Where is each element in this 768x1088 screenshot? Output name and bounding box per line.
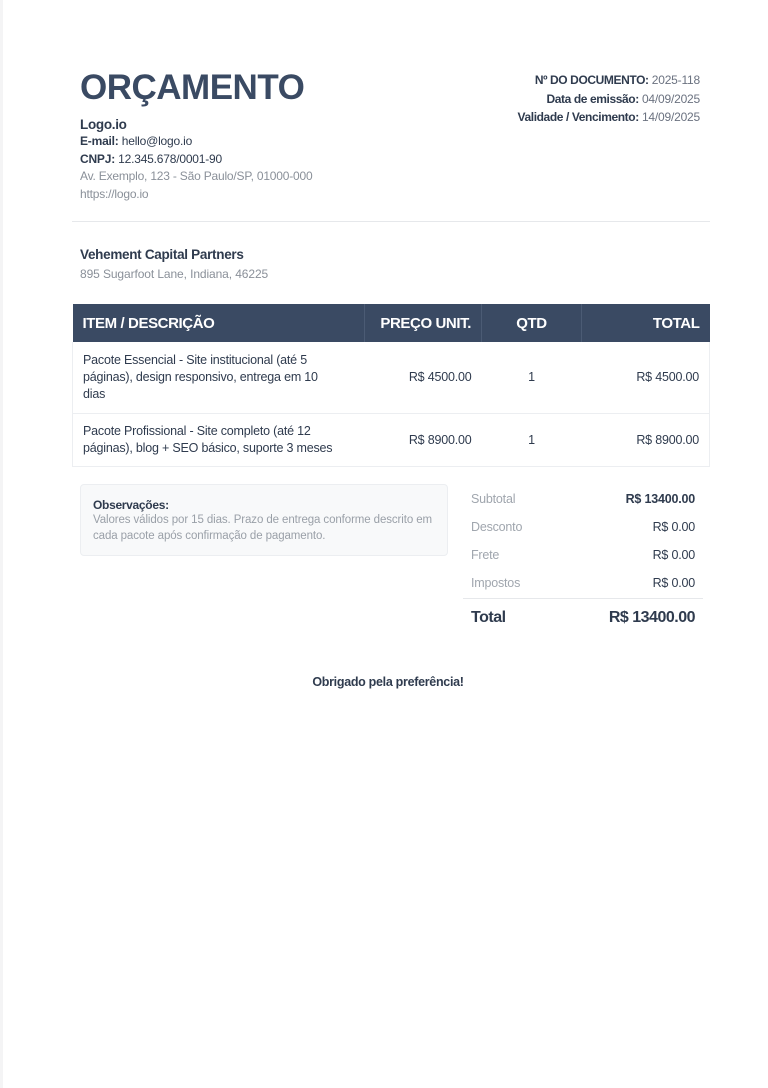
client-info [80,246,268,284]
header-item: ITEM / DESCRIÇÃO [73,304,365,342]
table-row [73,342,710,413]
row-description: Pacote Profissional - Site completo (até 12 páginas), blog + SEO básico, suporte 3 meses [73,413,365,466]
shipping-value: R$ 0.00 [652,548,695,562]
grand-total-value: R$ 13400.00 [608,609,695,626]
header-total: TOTAL [582,304,710,342]
row-description: Pacote Essencial - Site institucional (até 5 páginas), design responsivo, entrega em 10 dias [73,342,365,413]
header-unit-price: PREÇO UNIT. [365,304,482,342]
notes-box [80,484,448,556]
issue-date-value: 04/09/2025 [641,91,700,106]
table-header-row [73,304,710,342]
company-cnpj-value: 12.345.678/0001-90 [118,151,222,166]
grand-total-label: Total [471,609,506,626]
document-title: ORÇAMENTO [80,68,305,107]
taxes-value: R$ 0.00 [652,576,695,590]
subtotal-label: Subtotal [471,492,516,506]
doc-number-label: Nº DO DOCUMENTO: [534,73,649,87]
company-cnpj [80,151,710,169]
table-row [73,413,710,466]
header-qty: QTD [482,304,582,342]
company-cnpj-label: CNPJ: [80,151,116,166]
due-date-row [518,108,700,127]
subtotal-row [463,485,703,513]
document-meta [518,71,700,127]
items-table [72,304,710,467]
company-email-label: E-mail: [80,134,119,148]
discount-value: R$ 0.00 [652,520,695,534]
subtotal-value: R$ 13400.00 [625,492,695,506]
taxes-label: Impostos [471,576,521,590]
company-website: https://logo.io [80,186,149,201]
row-qty: 1 [482,413,582,466]
discount-label: Desconto [471,520,523,534]
row-total: R$ 8900.00 [582,413,710,466]
due-date-value: 14/09/2025 [641,110,700,124]
notes-text: Valores válidos por 15 dias. Prazo de entrega conforme descrito em cada pacote após confirmação de pagamento. [93,514,433,542]
company-email [80,133,710,151]
due-date-label: Validade / Vencimento: [517,110,639,124]
issue-date-label: Data de emissão: [546,91,639,106]
company-email-value: hello@logo.io [121,134,193,148]
discount-row [463,513,703,541]
row-unit-price: R$ 8900.00 [365,413,482,466]
issue-date-row [518,90,700,109]
shipping-row [463,541,703,569]
document-page [3,0,768,1088]
header-divider [72,221,710,222]
client-name: Vehement Capital Partners [80,247,244,262]
doc-number-row [518,71,700,90]
company-address: Av. Exemplo, 123 - São Paulo/SP, 01000-000 [80,169,313,183]
thank-you-message: Obrigado pela preferência! [312,675,464,689]
grand-total-row [463,599,703,637]
shipping-label: Frete [471,548,500,562]
row-total: R$ 4500.00 [582,342,710,413]
totals-summary [463,485,703,637]
row-qty: 1 [482,342,582,413]
company-name: Logo.io [80,117,127,132]
taxes-row [463,569,703,597]
client-address: 895 Sugarfoot Lane, Indiana, 46225 [80,267,269,281]
notes-title: Observações: [93,498,169,512]
row-unit-price: R$ 4500.00 [365,342,482,413]
doc-number-value: 2025-118 [651,73,700,87]
